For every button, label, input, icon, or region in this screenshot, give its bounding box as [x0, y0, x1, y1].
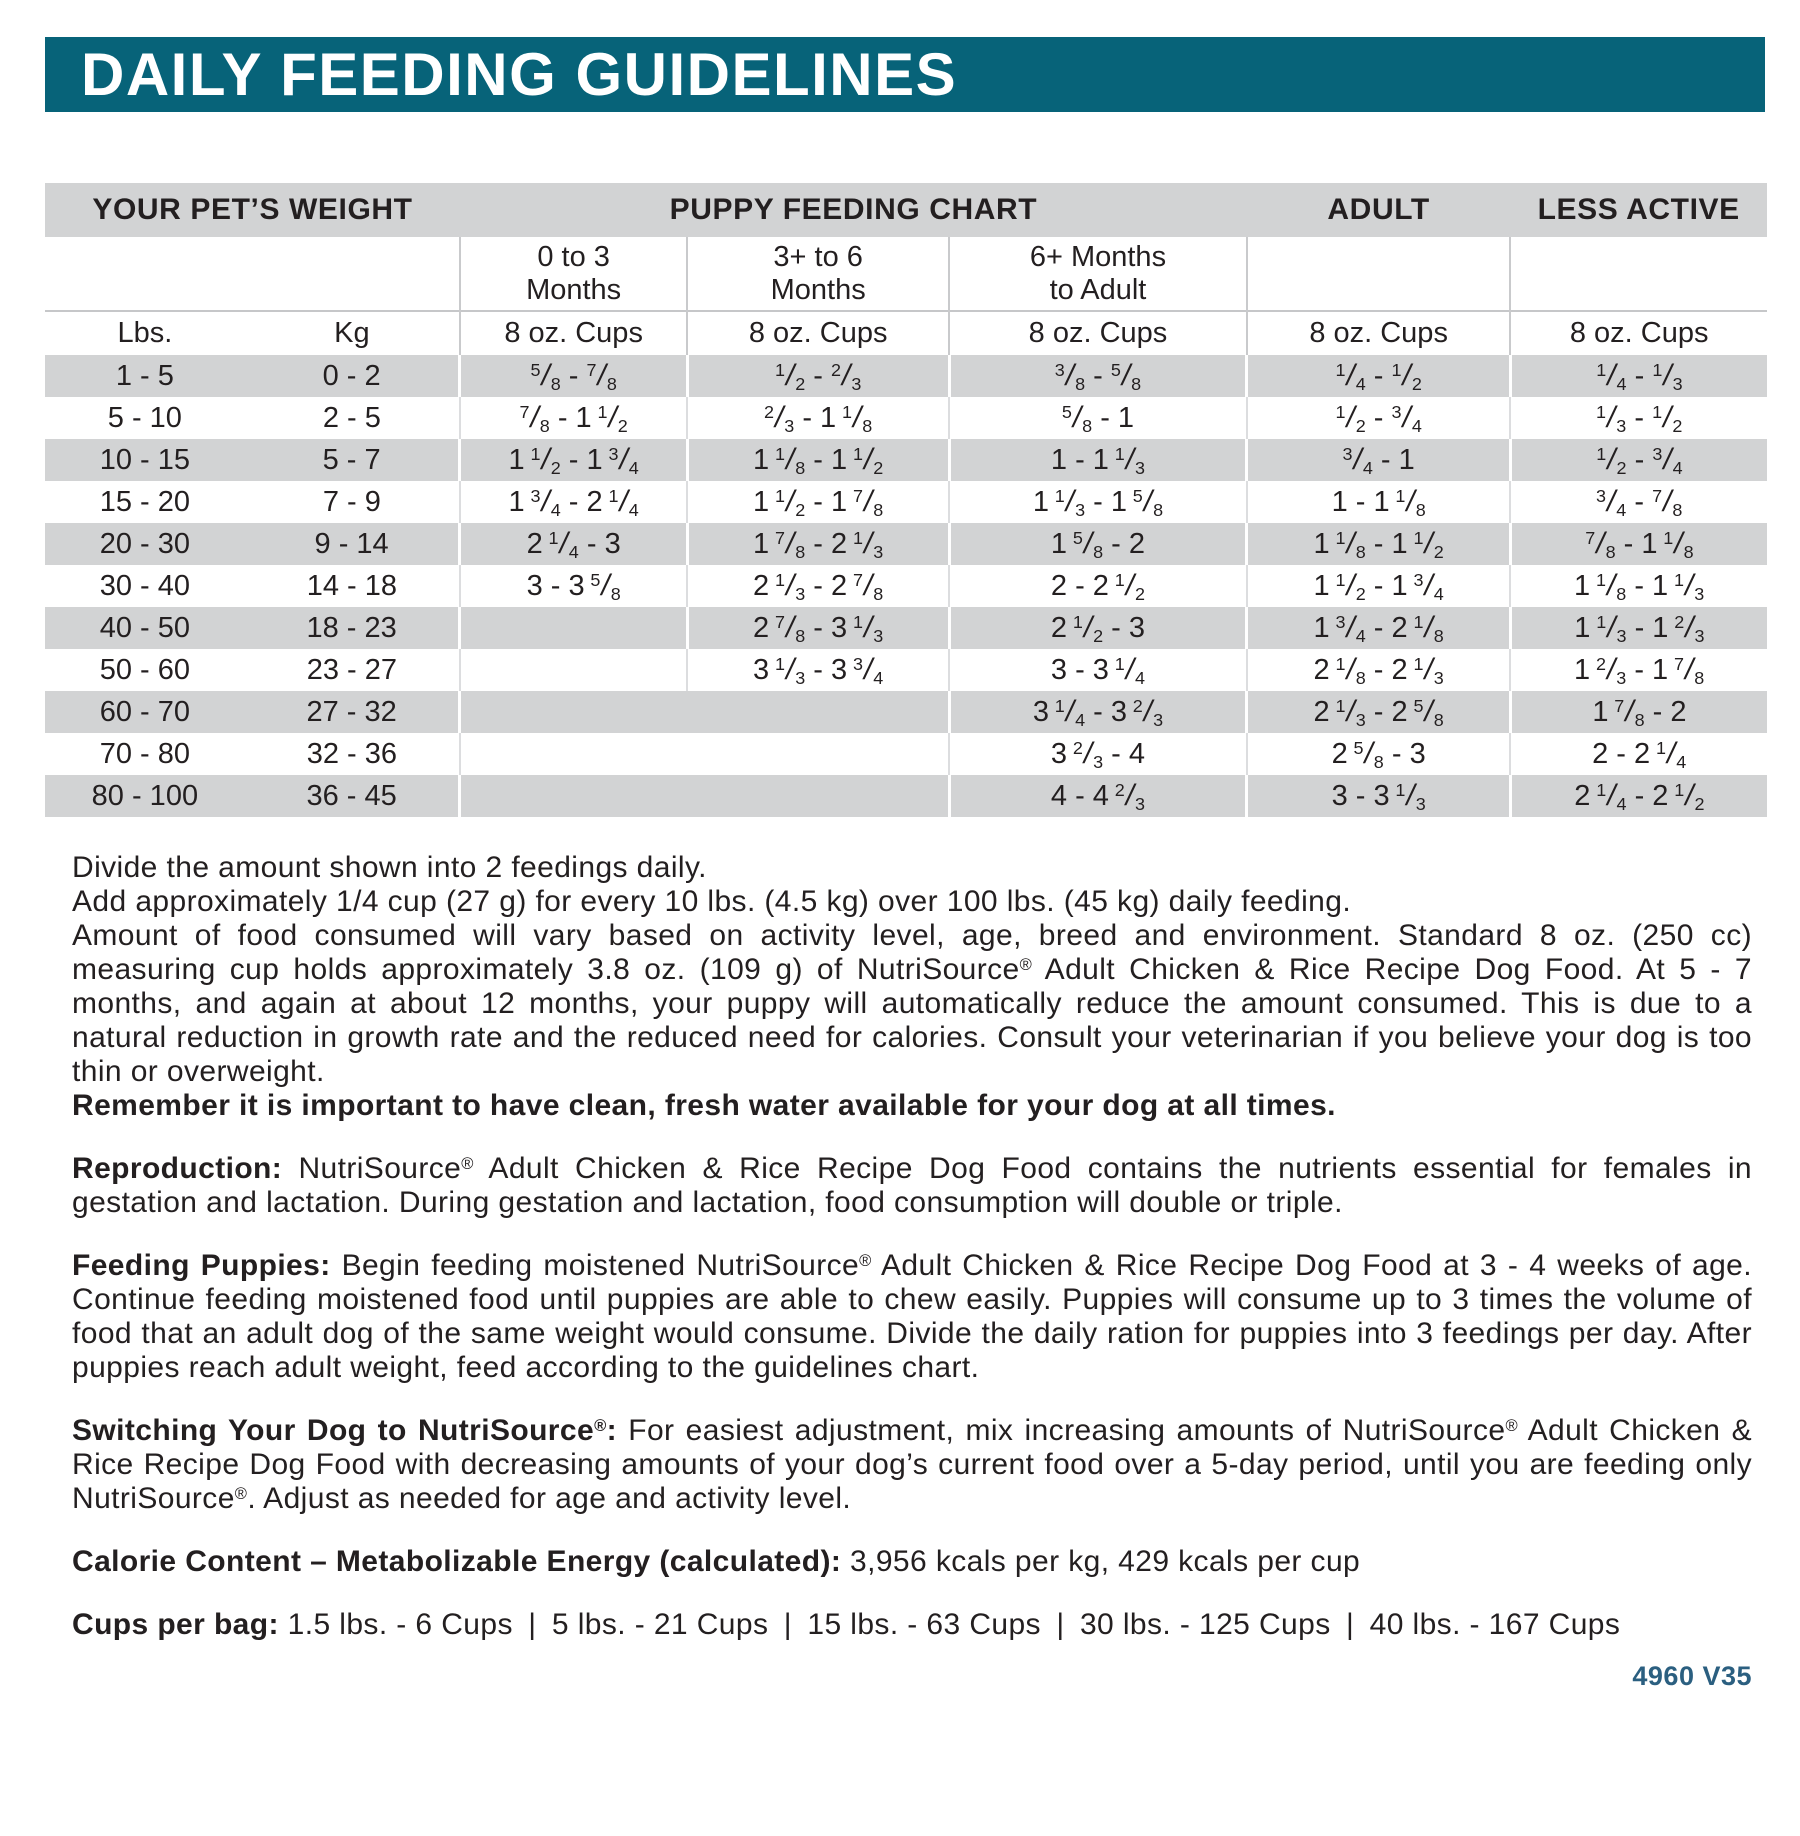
cell-puppy-0-3-months	[460, 649, 687, 691]
fraction: $^1/_4$	[1054, 695, 1086, 731]
cell-adult: 2 $^1/_3 - 2$ $^5/_8$	[1247, 691, 1510, 733]
registered-mark: ®	[859, 1251, 872, 1270]
general-feeding-notes	[72, 851, 1752, 1123]
calorie-content-label: Calorie Content – Metabolizable Energy (calculated):	[72, 1545, 842, 1578]
switching-label: Switching Your Dog to NutriSource®:	[72, 1414, 618, 1447]
header-puppy-feeding-chart: PUPPY FEEDING CHART	[669, 193, 1038, 226]
fraction: $^1/_3$	[852, 611, 884, 647]
cell-puppy-3-6-months: 3 $^1/_3 - 3$ $^3/_4$	[687, 649, 949, 691]
subheader-less-active-spacer	[1510, 237, 1767, 311]
fraction: $^1/_2$	[1335, 401, 1366, 437]
feeding-table-row	[45, 607, 1767, 649]
fraction: $^1/_3$	[774, 569, 806, 605]
fraction: $^2/_3$	[1072, 737, 1104, 773]
unit-less-active: 8 oz. Cups	[1510, 311, 1767, 355]
fraction: $^7/_8$	[1652, 485, 1683, 521]
cell-puppy-3-6-months	[687, 775, 949, 817]
cell-lbs: 50 - 60	[99, 653, 191, 686]
fraction: $^5/_8$	[1413, 695, 1444, 731]
feeding-puppies-text: Begin feeding moistened NutriSource® Adult Chicken & Rice Recipe Dog Food at 3 - 4 weeks of age. Continue feeding moistened food until puppies are able to chew easily. Puppies will consume up to 3 times the volume of food that an adult dog of the same weight would consume. Divide the daily ration for puppies into 3 feedings per day. After puppies reach adult weight, feed according to the guidelines chart.	[72, 1249, 1752, 1384]
fraction: $^5/_8$	[530, 359, 561, 395]
fraction: $^7/_8$	[774, 611, 806, 647]
cell-puppy-6-months-adult: 2 - 2 $^1/_2$	[949, 565, 1247, 607]
fraction: $^7/_8$	[1614, 695, 1645, 731]
fraction: $^7/_8$	[774, 527, 806, 563]
fraction: $^1/_2$	[774, 485, 806, 521]
cell-lbs: 1 - 5	[115, 359, 174, 392]
cell-puppy-3-6-months	[687, 691, 949, 733]
cell-puppy-3-6-months: $^1/_2 - ^2/_3$	[687, 355, 949, 397]
fraction: $^2/_3$	[763, 401, 795, 437]
cups-per-bag-note	[72, 1608, 1752, 1642]
switching-note	[72, 1414, 1752, 1516]
fraction: $^1/_2$	[1072, 611, 1104, 647]
cell-puppy-6-months-adult: 3 $^2/_3 - 4$	[949, 733, 1247, 775]
subheader-3-6-months	[687, 237, 949, 311]
units-row	[45, 311, 1767, 355]
subheader-line: 6+ Months	[1029, 240, 1167, 273]
registered-mark: ®	[594, 1416, 607, 1435]
cell-kg: 0 - 2	[322, 359, 381, 392]
header-less-active: LESS ACTIVE	[1537, 193, 1740, 226]
cell-adult: 1 $^1/_8 - 1$ $^1/_2$	[1247, 523, 1510, 565]
cell-puppy-6-months-adult: 3 - 3 $^1/_4$	[949, 649, 1247, 691]
fraction: $^5/_8$	[1110, 359, 1142, 395]
fraction: $^1/_2$	[774, 359, 806, 395]
fraction: $^3/_4$	[608, 443, 639, 479]
fraction: $^1/_2$	[1335, 569, 1366, 605]
document-code: 4960 V35	[1632, 1661, 1752, 1691]
fraction: $^2/_3$	[1674, 611, 1705, 647]
fraction: $^3/_8$	[1054, 359, 1086, 395]
daily-feeding-guidelines-document	[0, 37, 1800, 1693]
cell-puppy-6-months-adult: $^3/_8 - ^5/_8$	[949, 355, 1247, 397]
fraction: $^1/_4$	[1655, 737, 1687, 773]
fraction: $^1/_3$	[1595, 401, 1627, 437]
feeding-chart-section	[45, 183, 1767, 817]
subheader-6-months-adult	[949, 237, 1247, 311]
fraction: $^5/_8$	[1353, 737, 1384, 773]
cell-puppy-0-3-months: 3 - 3 $^5/_8$	[460, 565, 687, 607]
cell-adult: 1 $^3/_4 - 2$ $^1/_8$	[1247, 607, 1510, 649]
fraction: $^5/_8$	[1132, 485, 1164, 521]
fraction: $^1/_4$	[548, 527, 579, 563]
cell-lbs: 80 - 100	[91, 779, 199, 812]
feeding-table-row	[45, 649, 1767, 691]
fraction: $^1/_2$	[852, 443, 884, 479]
fraction: $^1/_8$	[1335, 527, 1366, 563]
cell-puppy-6-months-adult: 1 $^1/_3 - 1$ $^5/_8$	[949, 481, 1247, 523]
feeding-table-row	[45, 481, 1767, 523]
fraction: $^1/_8$	[1335, 653, 1366, 689]
cell-puppy-0-3-months: $^7/_8 - 1$ $^1/_2$	[460, 397, 687, 439]
cell-less-active: 2 - 2 $^1/_4$	[1510, 733, 1767, 775]
cell-adult: 2 $^1/_8 - 2$ $^1/_3$	[1247, 649, 1510, 691]
unit-puppy-3-6: 8 oz. Cups	[687, 311, 949, 355]
cell-puppy-0-3-months: 1 $^3/_4 - 2$ $^1/_4$	[460, 481, 687, 523]
cell-kg: 9 - 14	[314, 527, 389, 560]
feeding-table-row	[45, 775, 1767, 817]
fraction: $^7/_8$	[519, 401, 550, 437]
fraction: $^7/_8$	[586, 359, 617, 395]
cell-adult: $^1/_4 - ^1/_2$	[1247, 355, 1510, 397]
feeding-chart-table	[45, 183, 1767, 817]
cell-kg: 36 - 45	[306, 779, 397, 812]
fraction: $^1/_8$	[774, 443, 806, 479]
general-notes-text: Divide the amount shown into 2 feedings daily. Add approximately 1/4 cup (27 g) for every 10 lbs. (4.5 kg) over 100 lbs. (45 kg) daily feeding. Amount of food consumed will vary based on activity level, age, breed and environment. Standard 8 oz. (250 cc) measuring cup holds approximately 3.8 oz. (109 g) of NutriSource® Adult Chicken & Rice Recipe Dog Food. At 5 - 7 months, and again at about 12 months, your puppy will automatically reduce the amount consumed. This is due to a natural reduction in growth rate and the reduced need for calories. Consult your veterinarian if you believe your dog is too thin or overweight.	[72, 851, 1753, 1088]
fraction: $^1/_2$	[1596, 443, 1627, 479]
fraction: $^3/_4$	[1342, 443, 1373, 479]
fraction: $^1/_2$	[1652, 401, 1683, 437]
cell-puppy-6-months-adult: 3 $^1/_4 - 3$ $^2/_3$	[949, 691, 1247, 733]
fraction: $^1/_2$	[597, 401, 628, 437]
cell-puppy-3-6-months: 2 $^7/_8 - 3$ $^1/_3$	[687, 607, 949, 649]
fraction: $^3/_4$	[1335, 611, 1366, 647]
fraction: $^3/_4$	[1391, 401, 1422, 437]
header-your-pets-weight: YOUR PET’S WEIGHT	[92, 193, 413, 226]
cell-kg: 2 - 5	[322, 401, 381, 434]
cell-lbs: 15 - 20	[99, 485, 191, 518]
reproduction-label: Reproduction:	[72, 1152, 283, 1185]
cell-kg: 7 - 9	[322, 485, 381, 518]
registered-mark: ®	[234, 1484, 248, 1503]
registered-mark: ®	[1019, 955, 1033, 974]
fraction: $^1/_3$	[1114, 443, 1146, 479]
title-banner	[45, 37, 1765, 112]
fraction: $^2/_3$	[1132, 695, 1164, 731]
cell-puppy-3-6-months: $^2/_3 - 1$ $^1/_8$	[687, 397, 949, 439]
feeding-table-row	[45, 439, 1767, 481]
fraction: $^1/_3$	[1395, 779, 1426, 815]
unit-puppy-0-3: 8 oz. Cups	[460, 311, 687, 355]
fraction: $^7/_8$	[852, 569, 884, 605]
cell-puppy-6-months-adult: 1 $^5/_8 - 2$	[949, 523, 1247, 565]
cell-less-active: $^1/_2 - ^3/_4$	[1510, 439, 1767, 481]
cups-per-bag-text: 1.5 lbs. - 6 Cups | 5 lbs. - 21 Cups | 15 lbs. - 63 Cups | 30 lbs. - 125 Cups | 40 lbs. - 167 Cups	[287, 1608, 1621, 1641]
cell-adult: $^3/_4 - 1$	[1247, 439, 1510, 481]
fraction: $^1/_3$	[852, 527, 884, 563]
switching-text: For easiest adjustment, mix increasing amounts of NutriSource® Adult Chicken & Rice Recipe Dog Food with decreasing amounts of your dog’s current food over a 5-day period, until you are feeding only NutriSource®. Adjust as needed for age and activity level.	[72, 1414, 1752, 1515]
cell-less-active: 2 $^1/_4 - 2$ $^1/_2$	[1510, 775, 1767, 817]
cell-puppy-0-3-months	[460, 733, 687, 775]
fraction: $^3/_4$	[1652, 443, 1683, 479]
cell-puppy-0-3-months	[460, 775, 687, 817]
fraction: $^3/_4$	[530, 485, 561, 521]
cell-kg: 14 - 18	[306, 569, 398, 602]
fraction: $^5/_8$	[1061, 401, 1093, 437]
fraction: $^2/_3$	[1114, 779, 1146, 815]
cell-kg: 32 - 36	[306, 737, 398, 770]
cell-less-active: $^1/_3 - ^1/_2$	[1510, 397, 1767, 439]
fraction: $^5/_8$	[590, 569, 621, 605]
feeding-table-row	[45, 397, 1767, 439]
cell-kg: 18 - 23	[306, 611, 397, 644]
cell-puppy-6-months-adult: 1 - 1 $^1/_3$	[949, 439, 1247, 481]
calorie-content-text: 3,956 kcals per kg, 429 kcals per cup	[850, 1545, 1361, 1578]
cell-puppy-0-3-months	[460, 691, 687, 733]
cell-less-active: 1 $^1/_8 - 1$ $^1/_3$	[1510, 565, 1767, 607]
unit-adult: 8 oz. Cups	[1247, 311, 1510, 355]
page-title: DAILY FEEDING GUIDELINES	[81, 40, 958, 108]
feeding-puppies-label: Feeding Puppies:	[72, 1249, 331, 1282]
calorie-content-note	[72, 1545, 1752, 1579]
cell-adult: 1 - 1 $^1/_8$	[1247, 481, 1510, 523]
fraction: $^1/_8$	[1663, 527, 1694, 563]
subheader-adult-spacer	[1247, 237, 1510, 311]
fraction: $^1/_2$	[1674, 779, 1705, 815]
cell-puppy-6-months-adult: $^5/_8 - 1$	[949, 397, 1247, 439]
fraction: $^1/_3$	[1335, 695, 1366, 731]
cell-adult: $^1/_2 - ^3/_4$	[1247, 397, 1510, 439]
fraction: $^1/_3$	[1413, 653, 1444, 689]
cell-puppy-6-months-adult: 4 - 4 $^2/_3$	[949, 775, 1247, 817]
fraction: $^1/_4$	[1596, 359, 1627, 395]
header-adult: ADULT	[1327, 193, 1430, 226]
cups-per-bag-label: Cups per bag:	[72, 1608, 279, 1641]
feeding-table-row	[45, 355, 1767, 397]
cell-lbs: 20 - 30	[99, 527, 191, 560]
cell-less-active: 1 $^7/_8 - 2$	[1510, 691, 1767, 733]
subheader-line: 3+ to 6	[773, 240, 863, 273]
feeding-table-row	[45, 523, 1767, 565]
fraction: $^1/_8$	[842, 401, 873, 437]
cell-less-active: $^3/_4 - ^7/_8$	[1510, 481, 1767, 523]
cell-puppy-0-3-months	[460, 607, 687, 649]
cell-puppy-0-3-months: 1 $^1/_2 - 1$ $^3/_4$	[460, 439, 687, 481]
unit-lbs: Lbs.	[45, 311, 245, 355]
fraction: $^3/_4$	[852, 653, 884, 689]
registered-mark: ®	[461, 1154, 474, 1173]
cell-kg: 27 - 32	[306, 695, 397, 728]
fraction: $^1/_8$	[1395, 485, 1426, 521]
subheader-spacer	[45, 237, 460, 311]
subheader-line: to Adult	[1049, 273, 1147, 306]
subheader-0-3-months	[460, 237, 687, 311]
fraction: $^1/_4$	[1596, 779, 1627, 815]
unit-kg: Kg	[245, 311, 460, 355]
cell-less-active: 1 $^2/_3 - 1$ $^7/_8$	[1510, 649, 1767, 691]
cell-lbs: 70 - 80	[99, 737, 191, 770]
fraction: $^1/_2$	[1413, 527, 1444, 563]
fraction: $^1/_2$	[530, 443, 561, 479]
cell-lbs: 5 - 10	[107, 401, 182, 434]
cell-lbs: 10 - 15	[99, 443, 191, 476]
cell-puppy-6-months-adult: 2 $^1/_2 - 3$	[949, 607, 1247, 649]
cell-puppy-3-6-months	[687, 733, 949, 775]
registered-mark: ®	[1505, 1416, 1518, 1435]
fraction: $^1/_8$	[1595, 569, 1627, 605]
fraction: $^1/_8$	[1413, 611, 1444, 647]
subheader-line: Months	[770, 273, 866, 306]
cell-puppy-3-6-months: 2 $^1/_3 - 2$ $^7/_8$	[687, 565, 949, 607]
fraction: $^7/_8$	[1585, 527, 1616, 563]
fraction: $^7/_8$	[852, 485, 884, 521]
feeding-table-body	[45, 355, 1767, 817]
notes-section	[72, 851, 1752, 1693]
reproduction-text: NutriSource® Adult Chicken & Rice Recipe Dog Food contains the nutrients essential for females in gestation and lactation. During gestation and lactation, food consumption will double or triple.	[72, 1152, 1752, 1219]
subheader-line: 0 to 3	[537, 240, 610, 273]
fraction: $^1/_2$	[1114, 569, 1146, 605]
cell-lbs: 60 - 70	[99, 695, 191, 728]
cell-puppy-3-6-months: 1 $^1/_2 - 1$ $^7/_8$	[687, 481, 949, 523]
fraction: $^1/_3$	[1596, 611, 1627, 647]
fraction: $^1/_4$	[608, 485, 639, 521]
cell-puppy-0-3-months: 2 $^1/_4 - 3$	[460, 523, 687, 565]
cell-puppy-0-3-months: $^5/_8 - ^7/_8$	[460, 355, 687, 397]
cell-puppy-3-6-months: 1 $^7/_8 - 2$ $^1/_3$	[687, 523, 949, 565]
unit-puppy-6-adult: 8 oz. Cups	[949, 311, 1247, 355]
cell-lbs: 30 - 40	[99, 569, 191, 602]
fraction: $^3/_4$	[1595, 485, 1627, 521]
cell-kg: 23 - 27	[306, 653, 398, 686]
subheader-line: Months	[526, 273, 622, 306]
feeding-table-row	[45, 565, 1767, 607]
cell-puppy-3-6-months: 1 $^1/_8 - 1$ $^1/_2$	[687, 439, 949, 481]
cell-adult: 2 $^5/_8 - 3$	[1247, 733, 1510, 775]
cell-lbs: 40 - 50	[99, 611, 191, 644]
fraction: $^2/_3$	[1595, 653, 1627, 689]
group-header-row	[45, 183, 1767, 237]
cell-less-active: $^7/_8 - 1$ $^1/_8$	[1510, 523, 1767, 565]
cell-less-active: 1 $^1/_3 - 1$ $^2/_3$	[1510, 607, 1767, 649]
fraction: $^1/_3$	[1652, 359, 1683, 395]
feeding-table-row	[45, 733, 1767, 775]
fraction: $^1/_3$	[1674, 569, 1705, 605]
fraction: $^1/_4$	[1335, 359, 1366, 395]
fraction: $^5/_8$	[1072, 527, 1104, 563]
fraction: $^2/_3$	[831, 359, 862, 395]
age-subheader-row	[45, 237, 1767, 311]
fraction: $^1/_4$	[1114, 653, 1146, 689]
fraction: $^1/_3$	[1054, 485, 1086, 521]
cell-adult: 3 - 3 $^1/_3$	[1247, 775, 1510, 817]
cell-less-active: $^1/_4 - ^1/_3$	[1510, 355, 1767, 397]
reproduction-note	[72, 1152, 1752, 1220]
cell-kg: 5 - 7	[322, 443, 381, 476]
fresh-water-note: Remember it is important to have clean, fresh water available for your dog at all times.	[72, 1089, 1336, 1122]
feeding-table-row	[45, 691, 1767, 733]
fraction: $^3/_4$	[1413, 569, 1444, 605]
fraction: $^1/_3$	[774, 653, 806, 689]
fraction: $^1/_2$	[1391, 359, 1422, 395]
cell-adult: 1 $^1/_2 - 1$ $^3/_4$	[1247, 565, 1510, 607]
fraction: $^7/_8$	[1674, 653, 1705, 689]
feeding-puppies-note	[72, 1249, 1752, 1385]
